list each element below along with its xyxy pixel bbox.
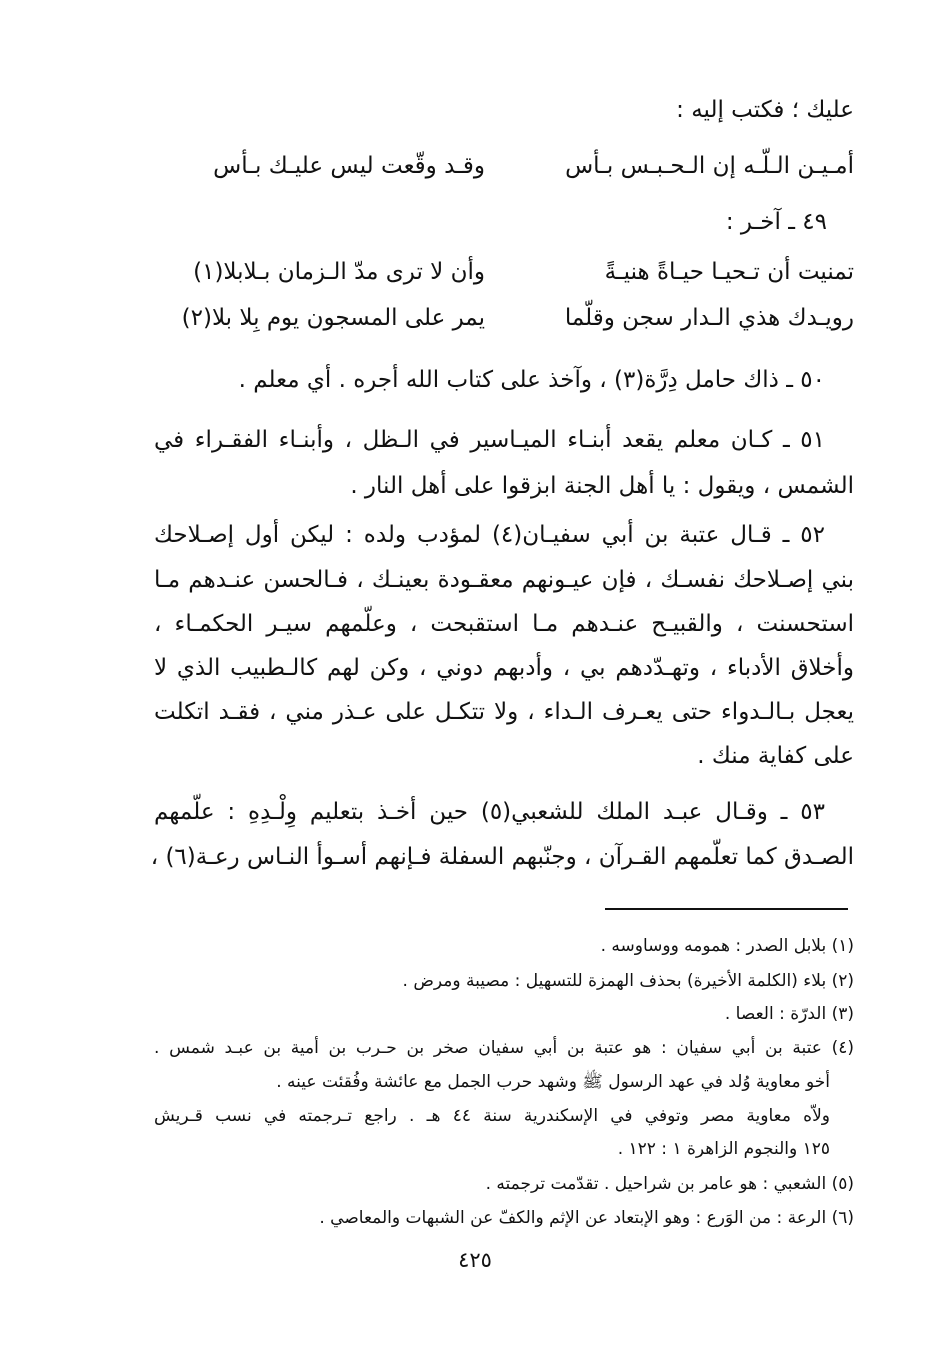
verse-1-second-hemistich: وقـد وقّعت ليس عليـك بـأس bbox=[213, 153, 485, 179]
item-51-line-1: ٥١ ـ كـان معلم يقعد أبنـاء الميـاسير في الـظل ، وأبنـاء الفقـراء في bbox=[154, 427, 825, 453]
footnote-5: (٥) الشعبي : هو عامر بن شراحيل . تقدّمت ترجمته . bbox=[485, 1174, 854, 1194]
item-50: ٥٠ ـ ذاك حامل دِرَّة(٣) ، وآخذ على كتاب الله أجره . أي معلم . bbox=[238, 367, 825, 393]
verse-2-first-hemistich: تمنيت أن تـحيـا حيـاةً هنيـةً bbox=[604, 259, 854, 285]
item-52-line-3: استحسنت ، والقبيـح عنـدهم مـا استقبحت ، وعلّمهم سيـر الحكمـاء ، bbox=[154, 611, 854, 637]
item-52-line-2: بني إصـلاحك نفسـك ، فإن عيـونهم معقـودة بعينـك ، فـالحسن عنـدهم مـا bbox=[154, 567, 854, 593]
verse-2-second-hemistich: وأن لا ترى مدّ الـزمان بـلابلا(١) bbox=[193, 259, 485, 285]
footnote-6: (٦) الرعة : من الوَرع : وهو الإبتعاد عن الإثم والكفّ عن الشبهات والمعاصي . bbox=[319, 1208, 854, 1228]
item-52-line-1: ٥٢ ـ قـال عتبة بن أبي سفيـان(٤) لمؤدب ولده : ليكن أول إصـلاحك bbox=[154, 522, 825, 548]
footnote-4-line-1: (٤) عتبة بن أبي سفيان : هو عتبة بن أبي سفيان صخر بن حـرب بن أمية بن عبـد شمس . bbox=[154, 1038, 854, 1058]
footnote-4-line-2: أخو معاوية وُلد في عهد الرسول ﷺ وشهد حرب الجمل مع عائشة وفُقئت عينه . bbox=[276, 1072, 830, 1092]
verse-1-first-hemistich: أمـيـن الـلّـه إن الـحـبـس بـأس bbox=[565, 153, 854, 179]
item-53-line-1: ٥٣ ـ وقـال عبـد الملك للشعبي(٥) حين أخـذ بتعليم وِلْـدِهِ : علّمهم bbox=[154, 799, 825, 825]
item-49-heading: ٤٩ ـ آخـر : bbox=[725, 209, 827, 235]
verse-3-second-hemistich: يمر على المسجون يوم بِلا بلا(٢) bbox=[181, 305, 485, 331]
verse-3-first-hemistich: رويـدك هذي الـدار سجن وقلّما bbox=[564, 305, 854, 331]
footnote-3: (٣) الدرّة : العصا . bbox=[724, 1004, 854, 1024]
footnote-separator bbox=[605, 908, 848, 910]
item-52-line-4: وأخلاق الأدباء ، وتهـدّدهم بي ، وأدبهم دوني ، وكن لهم كالـطبيب الذي لا bbox=[154, 655, 854, 681]
item-52-line-5: يعجل بـالـدواء حتى يعـرف الـداء ، ولا تتكـل على عـذر مني ، فقـد اتكلت bbox=[154, 699, 854, 725]
footnote-2: (٢) بلاء (الكلمة الأخيرة) بحذف الهمزة للتسهيل : مصيبة ومرض . bbox=[402, 971, 854, 991]
footnote-4-line-4: ١٢٥ والنجوم الزاهرة ١ : ١٢٢ . bbox=[617, 1139, 830, 1159]
item-52-line-6: على كفاية منك . bbox=[697, 743, 854, 769]
page-number: ٤٢٥ bbox=[458, 1248, 492, 1272]
item-51-line-2: الشمس ، ويقول : يا أهل الجنة ابزقوا على أهل النار . bbox=[350, 473, 854, 499]
footnote-1: (١) بلابل الصدر : همومه ووساوسه . bbox=[600, 936, 854, 956]
intro-line: عليك ؛ فكتب إليه : bbox=[676, 97, 854, 123]
footnote-4-line-3: ولاّه معاوية مصر وتوفي في الإسكندرية سنة ٤٤ هـ . راجع تـرجمته في نسب قـريش bbox=[154, 1106, 830, 1126]
item-53-line-2: الصـدق كما تعلّمهم القـرآن ، وجنّبهم السفلة فـإنهم أسـوأ النـاس رعـة(٦) ، bbox=[150, 844, 854, 870]
